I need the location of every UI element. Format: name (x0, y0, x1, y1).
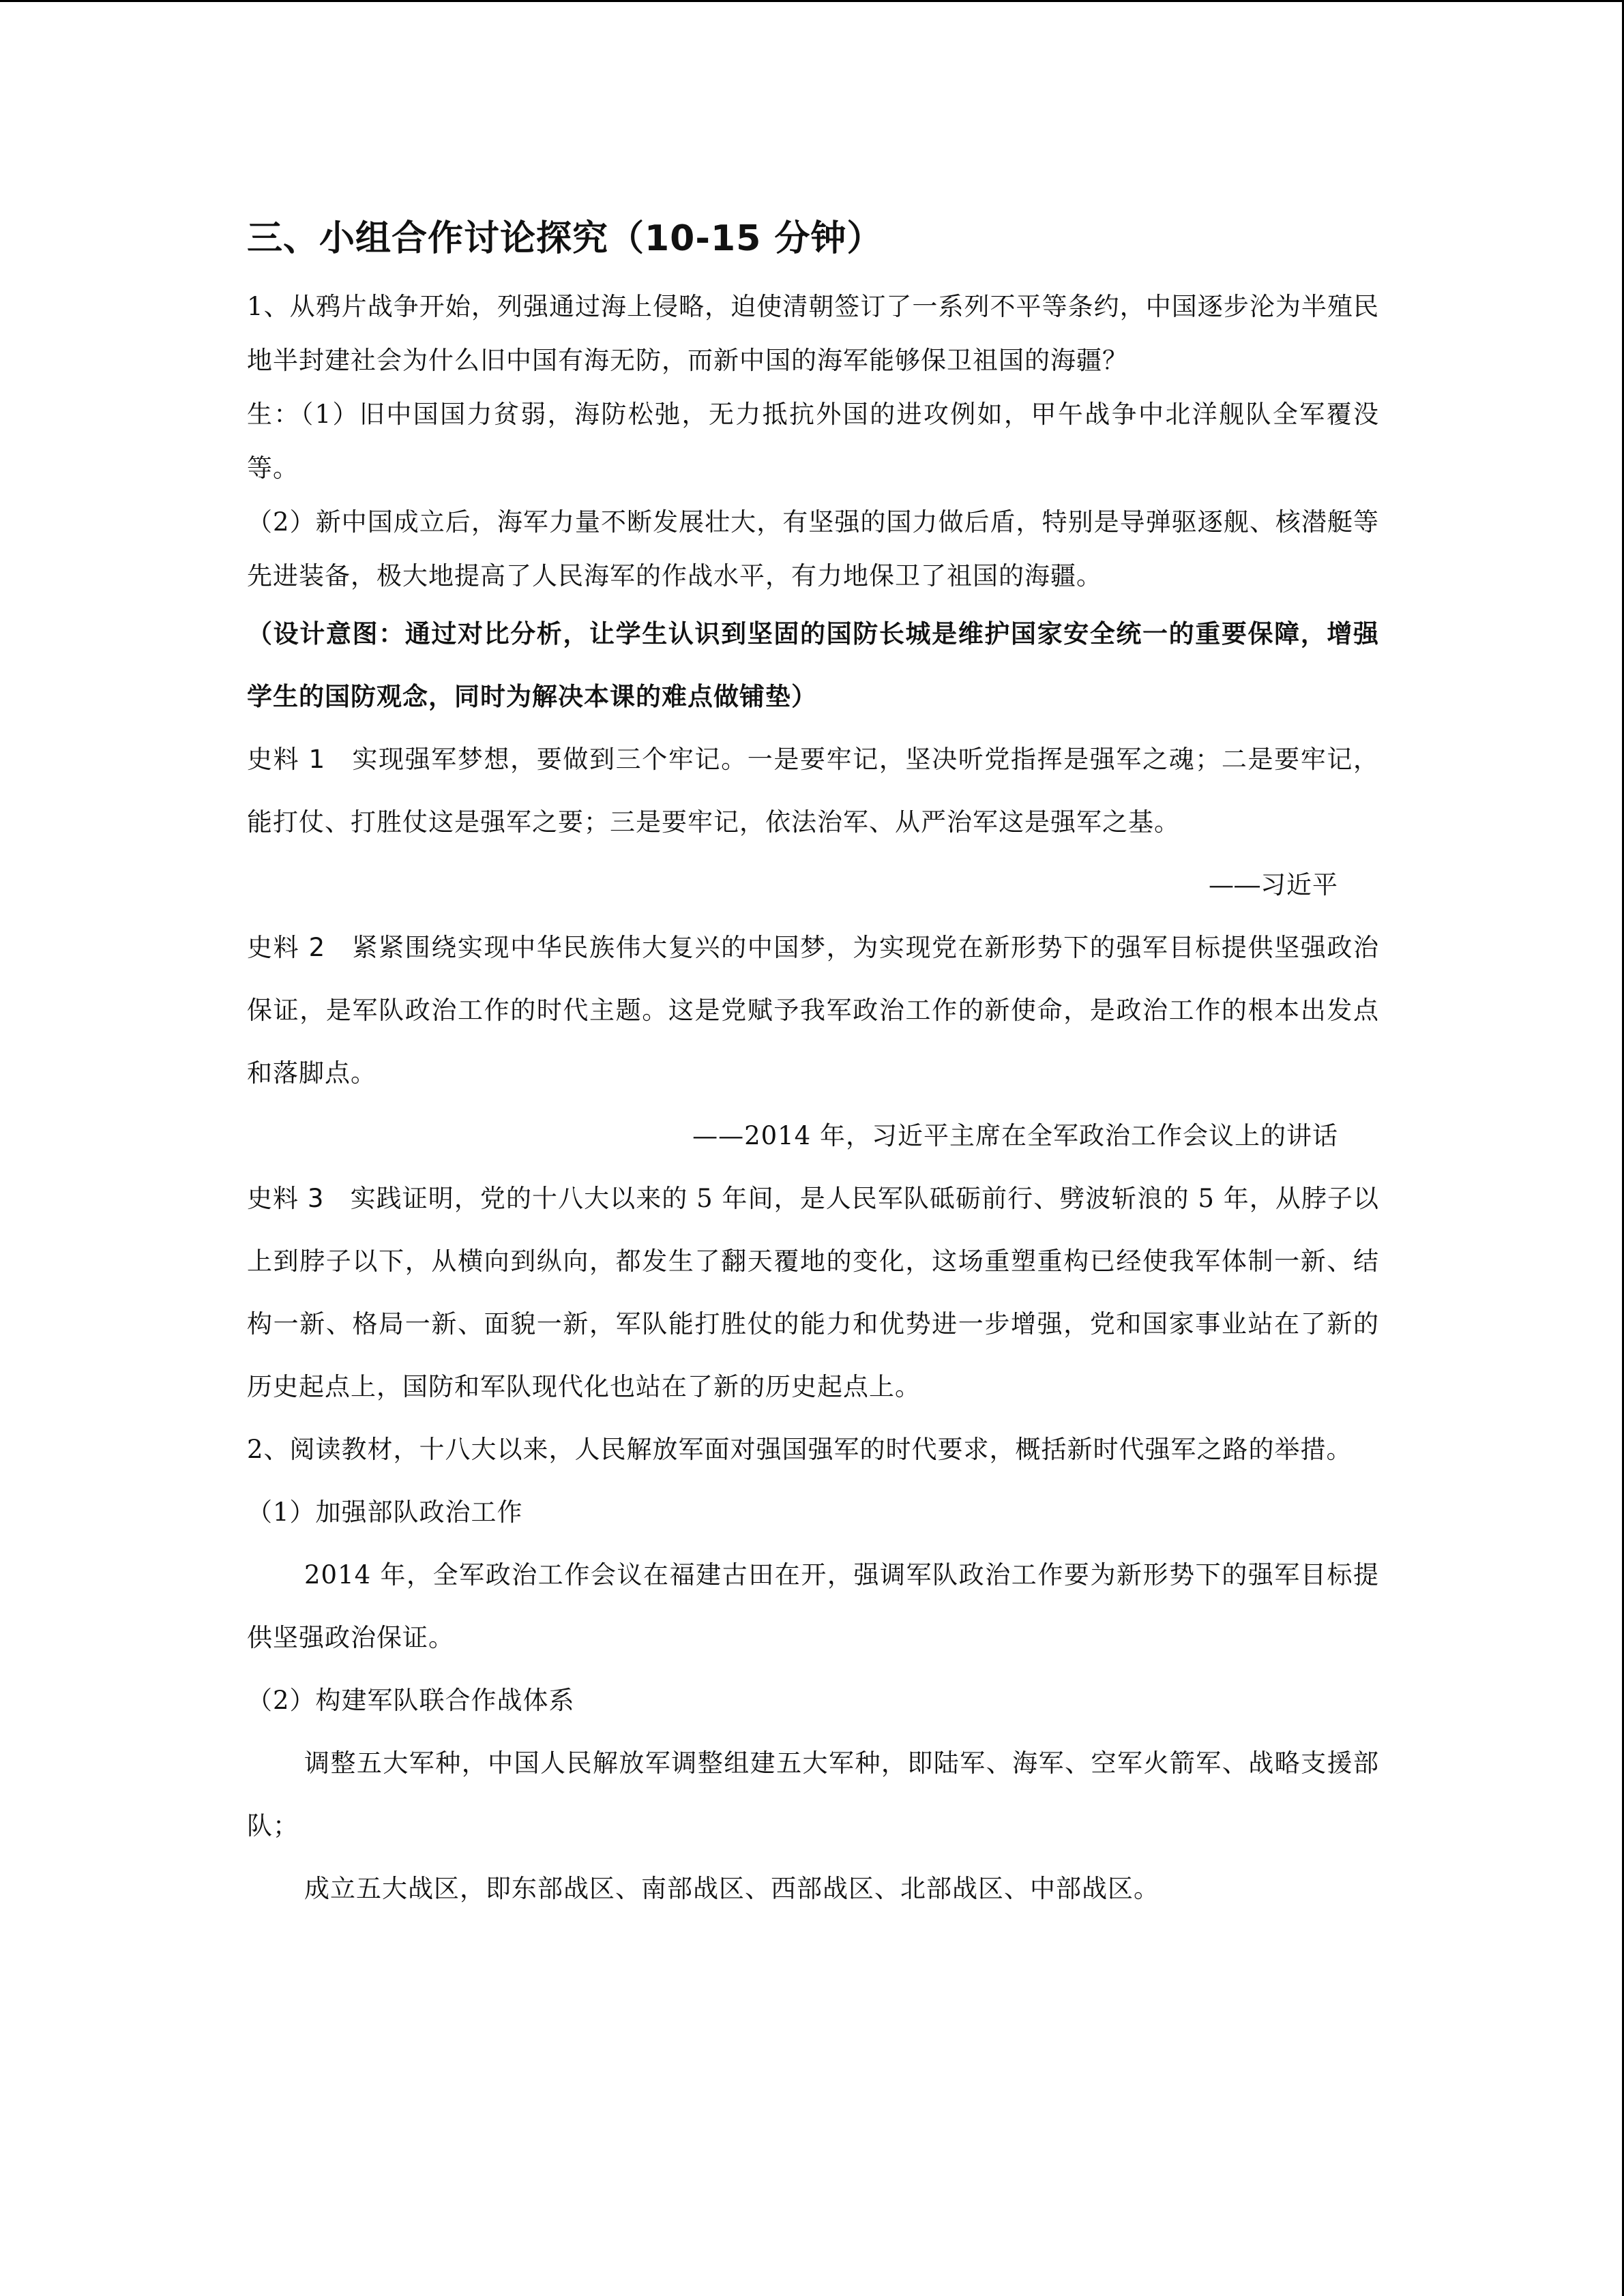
item-1-title: （1）加强部队政治工作 (247, 1497, 523, 1527)
item-2-body-1: 调整五大军种，中国人民解放军调整组建五大军种，即陆军、海军、空军火箭军、战略支援部队； (247, 1748, 1379, 1840)
material-1-source: —―习近平 (1209, 870, 1338, 899)
material-2 (247, 916, 1379, 1105)
section-heading: 三、小组合作讨论探究（10-15 分钟） (247, 218, 883, 259)
page-border-top (0, 0, 1624, 2)
question-2: 2、阅读教材，十八大以来，人民解放军面对强国强军的时代要求，概括新时代强军之路的举措。 (247, 1435, 1353, 1464)
design-intent: （设计意图：通过对比分析，让学生认识到坚固的国防长城是维护国家安全统一的重要保障，增强学生的国防观念，同时为解决本课的难点做铺垫） (247, 619, 1379, 711)
material-2-label: 史料 2 (247, 933, 326, 962)
material-3-text: 实践证明，党的十八大以来的 5 年间，是人民军队砥砺前行、劈波斩浪的 5 年，从脖子以上到脖子以下，从横向到纵向，都发生了翻天覆地的变化，这场重塑重构已经使我军体制一新、结构一新、格局一新、面貌一新，军队能打胜仗的能力和优势进一步增强，党和国家事业站在了新的历史起点上，国防和军队现代化也站在了新的历史起点上。 (247, 1184, 1380, 1401)
material-3 (247, 1167, 1379, 1418)
item-2-title: （2）构建军队联合作战体系 (247, 1686, 575, 1715)
material-1 (247, 728, 1379, 854)
material-2-source: ——2014 年，习近平主席在全军政治工作会议上的讲话 (692, 1121, 1338, 1150)
document-body (247, 205, 1379, 1920)
answer-1: 生：（1）旧中国国力贫弱，海防松弛，无力抵抗外国的进攻例如，甲午战争中北洋舰队全军覆没等。 (247, 400, 1379, 483)
material-1-label: 史料 1 (247, 745, 326, 774)
question-1: 1、从鸦片战争开始，列强通过海上侵略，迫使清朝签订了一系列不平等条约，中国逐步沦为半殖民地半封建社会为什么旧中国有海无防，而新中国的海军能够保卫祖国的海疆？ (247, 292, 1379, 375)
item-1-body: 2014 年，全军政治工作会议在福建古田在开，强调军队政治工作要为新形势下的强军目标提供坚强政治保证。 (247, 1560, 1379, 1652)
answer-2: （2）新中国成立后，海军力量不断发展壮大，有坚强的国力做后盾，特别是导弹驱逐舰、核潜艇等先进装备，极大地提高了人民海军的作战水平，有力地保卫了祖国的海疆。 (247, 507, 1379, 591)
material-1-text: 实现强军梦想，要做到三个牢记。一是要牢记，坚决听党指挥是强军之魂；二是要牢记，能打仗、打胜仗这是强军之要；三是要牢记，依法治军、从严治军这是强军之基。 (247, 745, 1380, 837)
item-2-body-2: 成立五大战区，即东部战区、南部战区、西部战区、北部战区、中部战区。 (304, 1874, 1160, 1903)
material-2-text: 紧紧围绕实现中华民族伟大复兴的中国梦，为实现党在新形势下的强军目标提供坚强政治保证，是军队政治工作的时代主题。这是党赋予我军政治工作的新使命，是政治工作的根本出发点和落脚点。 (247, 933, 1380, 1088)
material-3-label: 史料 3 (247, 1184, 325, 1213)
